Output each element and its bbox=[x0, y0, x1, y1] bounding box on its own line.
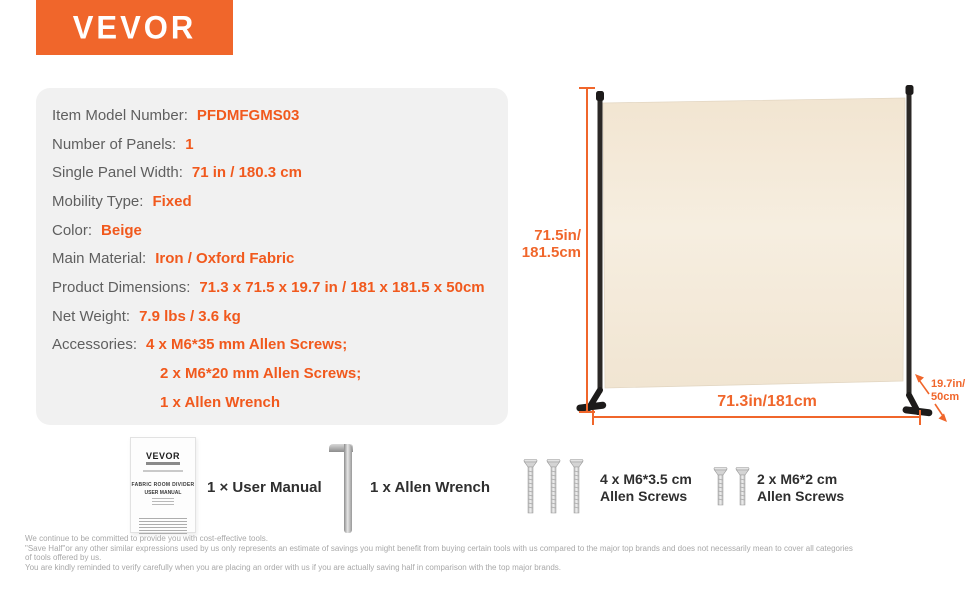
dim-width-line bbox=[593, 410, 920, 425]
spec-row-width bbox=[52, 158, 508, 187]
spec-row-dimensions bbox=[52, 273, 508, 302]
spec-row-model bbox=[52, 101, 508, 130]
spec-label: Single Panel Width: bbox=[52, 164, 183, 182]
spec-row-panels bbox=[52, 130, 508, 159]
screws-short-type: Allen Screws bbox=[757, 488, 845, 504]
spec-row-accessories-3 bbox=[52, 388, 508, 417]
divider-pole-left bbox=[598, 93, 603, 393]
accessory-label-screws-short bbox=[757, 471, 844, 505]
divider-foot-right bbox=[902, 395, 933, 417]
spec-value: 7.9 lbs / 3.6 kg bbox=[139, 307, 241, 325]
spec-label: Net Weight: bbox=[52, 307, 131, 325]
spec-label: Main Material: bbox=[52, 250, 147, 268]
disclaimer-line: "Save Half"or any other similar expressions used by us only represents an estimate of savings you might benefit from buying certain tools with us compared to the major top brands and does not necessarily mean to cover all categories bbox=[25, 543, 853, 553]
dimension-label-height bbox=[520, 227, 581, 261]
accessory-label-manual: 1 × User Manual bbox=[207, 479, 322, 496]
divider-fabric-panel bbox=[603, 98, 905, 388]
manual-doc-subtitle: USER MANUAL bbox=[144, 490, 182, 496]
screws-short-icon bbox=[712, 466, 752, 508]
dimension-height-line2: 181.5cm bbox=[521, 244, 581, 261]
spec-value: PFDMFGMS03 bbox=[196, 106, 300, 124]
manual-subtitle-bar bbox=[143, 470, 183, 472]
spec-row-mobility bbox=[52, 187, 508, 216]
manual-model-lines bbox=[152, 498, 174, 506]
divider-pole-right bbox=[907, 87, 912, 398]
spec-row-accessories bbox=[52, 331, 508, 360]
spec-panel bbox=[36, 88, 508, 425]
vevor-logo bbox=[36, 0, 233, 55]
dimension-depth-line2: 50cm bbox=[931, 390, 960, 403]
room-divider-figure bbox=[520, 75, 970, 430]
spec-value: Beige bbox=[101, 221, 142, 239]
dimension-height-line1: 71.5in/ bbox=[534, 227, 581, 244]
spec-value: 71 in / 180.3 cm bbox=[191, 164, 302, 182]
spec-row-material bbox=[52, 244, 508, 273]
screws-long-qty: 4 x M6*3.5 cm bbox=[600, 471, 692, 487]
manual-tagline-bar bbox=[146, 462, 180, 465]
screws-long-type: Allen Screws bbox=[600, 488, 688, 504]
spec-label: Mobility Type: bbox=[52, 192, 144, 210]
dim-height-line bbox=[579, 88, 595, 412]
disclaimer-line: of tools offered by us. bbox=[25, 553, 102, 563]
dimension-depth-line1: 19.7in/ bbox=[931, 378, 966, 390]
divider-foot-left bbox=[576, 390, 607, 412]
vevor-logo-text: VEVOR bbox=[72, 8, 197, 46]
allen-wrench-icon bbox=[344, 444, 352, 533]
spec-row-color bbox=[52, 216, 508, 245]
spec-label: Number of Panels: bbox=[52, 135, 177, 153]
spec-label: Color: bbox=[52, 221, 93, 239]
manual-paragraph-block bbox=[139, 518, 187, 534]
spec-label: Product Dimensions: bbox=[52, 278, 191, 296]
screws-short-qty: 2 x M6*2 cm bbox=[757, 471, 838, 487]
user-manual-image bbox=[130, 437, 196, 533]
spec-value: 1 bbox=[185, 135, 194, 153]
spec-value: 1 x Allen Wrench bbox=[160, 393, 281, 411]
spec-row-weight bbox=[52, 302, 508, 331]
screws-long-icon bbox=[522, 458, 592, 516]
spec-value: Fixed bbox=[152, 192, 192, 210]
spec-label: Item Model Number: bbox=[52, 106, 188, 124]
spec-label: Accessories: bbox=[52, 336, 138, 354]
divider-pole-right-cap bbox=[906, 85, 914, 95]
disclaimer bbox=[25, 534, 853, 573]
disclaimer-line: We continue to be committed to provide you with cost-effective tools. bbox=[25, 534, 268, 543]
spec-value: 71.3 x 71.5 x 19.7 in / 181 x 181.5 x 50cm bbox=[199, 278, 485, 296]
spec-value: Iron / Oxford Fabric bbox=[155, 250, 295, 268]
disclaimer-line: You are kindly reminded to verify carefully when you are placing an order with us if you are actually saving half in comparison with the top major brands. bbox=[25, 563, 561, 573]
accessory-label-wrench: 1 x Allen Wrench bbox=[370, 479, 491, 496]
spec-value: 2 x M6*20 mm Allen Screws; bbox=[160, 365, 362, 383]
manual-brand-text: VEVOR bbox=[145, 451, 180, 461]
dimension-label-width: 71.3in/181cm bbox=[717, 393, 817, 410]
dimension-label-depth bbox=[931, 378, 965, 403]
divider-pole-left-cap bbox=[596, 91, 604, 101]
spec-row-accessories-2 bbox=[52, 359, 508, 388]
spec-value: 4 x M6*35 mm Allen Screws; bbox=[146, 336, 348, 354]
accessory-label-screws-long bbox=[600, 471, 692, 505]
manual-doc-title: FABRIC ROOM DIVIDER bbox=[131, 482, 195, 488]
